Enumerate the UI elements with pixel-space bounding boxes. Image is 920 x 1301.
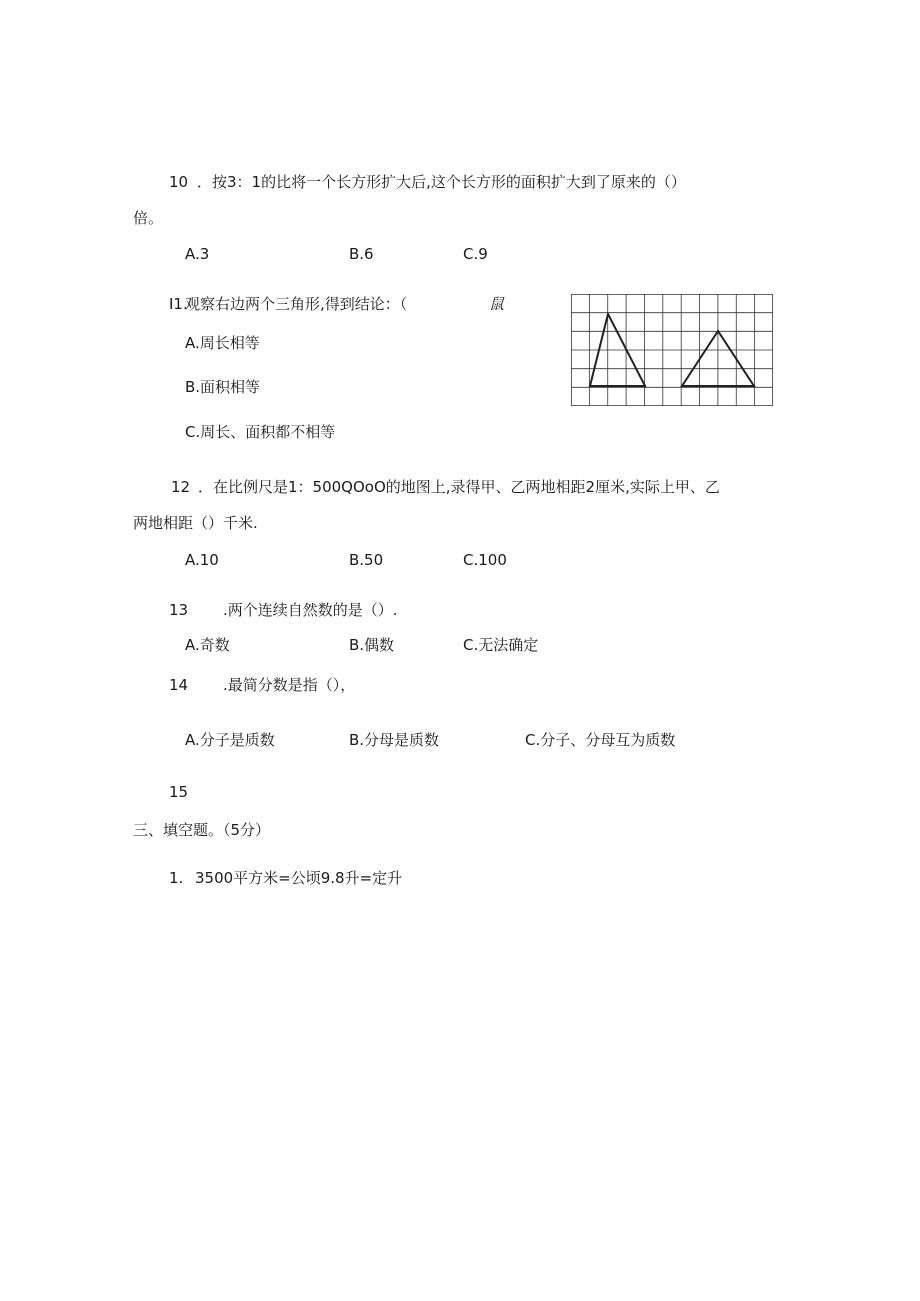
q11-option-a: A.周长相等 (185, 334, 260, 352)
q12-option-a: A.10 (185, 551, 219, 569)
q11-option-c: C.周长、面积都不相等 (185, 423, 336, 441)
q11-option-b: B.面积相等 (185, 378, 261, 396)
q10-option-b: B.6 (349, 245, 374, 263)
q14-option-a: A.分子是质数 (185, 731, 275, 749)
q13-number: 13 (169, 601, 189, 619)
q13-text: .两个连续自然数的是（）. (223, 601, 398, 619)
q10-option-c: C.9 (463, 245, 488, 263)
grid-lines (571, 294, 773, 406)
q14-option-b: B.分母是质数 (349, 731, 440, 749)
q11-mark: 鼠 (489, 295, 505, 313)
q10-number: 10 (169, 173, 189, 191)
q13-option-b: B.偶数 (349, 636, 395, 654)
q12-continuation: 两地相距（）千米. (133, 514, 258, 532)
q12-option-c: C.100 (463, 551, 507, 569)
q11-number: I1. (169, 295, 188, 313)
q13-option-c: C.无法确定 (463, 636, 539, 654)
q10-continuation: 倍。 (133, 209, 164, 227)
q14-text: .最简分数是指（）， (223, 676, 356, 694)
q14-number: 14 (169, 676, 189, 694)
section3-item-number: 1. (169, 869, 184, 887)
q10-text: ．按3：1的比将一个长方形扩大后,这个长方形的面积扩大到了原来的（） (197, 173, 686, 191)
q12-number: 12 (171, 478, 191, 496)
q11-text: 观察右边两个三角形,得到结论：（ (185, 295, 408, 313)
q12-option-b: B.50 (349, 551, 384, 569)
q14-option-c: C.分子、分母互为质数 (525, 731, 676, 749)
q10-option-a: A.3 (185, 245, 210, 263)
q12-text: ．在比例尺是1：500QOoO的地图上,录得甲、乙两地相距2厘米,实际上甲、乙 (198, 478, 720, 496)
section3-heading: 三、填空题。（5分） (133, 821, 271, 839)
triangle-grid-figure (571, 294, 773, 406)
section3-item-text: 3500平方米=公顷9.8升=定升 (195, 869, 403, 887)
q13-option-a: A.奇数 (185, 636, 230, 654)
q15-number: 15 (169, 783, 189, 801)
